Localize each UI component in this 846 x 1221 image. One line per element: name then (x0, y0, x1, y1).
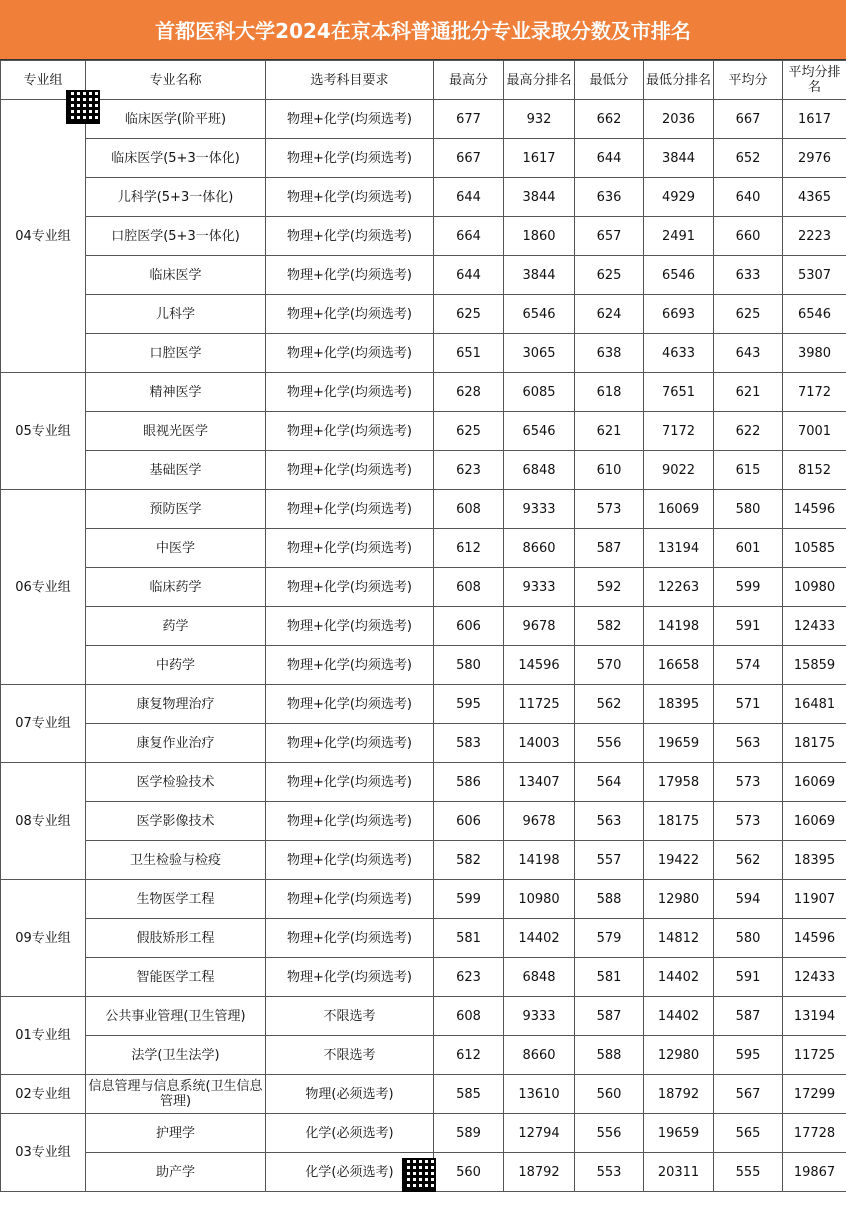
table-row (1, 685, 846, 724)
score-cell: 3844 (644, 139, 714, 178)
score-cell: 13610 (504, 1075, 575, 1114)
score-cell: 555 (714, 1153, 783, 1192)
group-cell: 09专业组 (1, 880, 86, 997)
score-cell: 10980 (504, 880, 575, 919)
major-name-cell: 儿科学(5+3一体化) (86, 178, 266, 217)
score-cell: 9333 (504, 997, 575, 1036)
score-cell: 651 (434, 334, 504, 373)
score-cell: 17728 (783, 1114, 846, 1153)
major-name-cell: 精神医学 (86, 373, 266, 412)
score-cell: 633 (714, 256, 783, 295)
table-row (1, 802, 846, 841)
score-cell: 563 (714, 724, 783, 763)
score-cell: 18792 (504, 1153, 575, 1192)
table-row (1, 373, 846, 412)
table-row (1, 334, 846, 373)
score-cell: 586 (434, 763, 504, 802)
score-cell: 562 (714, 841, 783, 880)
score-cell: 623 (434, 451, 504, 490)
table-row (1, 958, 846, 997)
score-cell: 623 (434, 958, 504, 997)
score-cell: 16069 (644, 490, 714, 529)
score-cell: 16069 (783, 763, 846, 802)
subject-requirement-cell: 不限选考 (266, 997, 434, 1036)
major-name-cell: 口腔医学 (86, 334, 266, 373)
table-row (1, 529, 846, 568)
table-row (1, 1114, 846, 1153)
score-cell: 608 (434, 997, 504, 1036)
score-cell: 621 (714, 373, 783, 412)
major-name-cell: 医学检验技术 (86, 763, 266, 802)
major-name-cell: 临床医学 (86, 256, 266, 295)
subject-requirement-cell: 物理+化学(均须选考) (266, 685, 434, 724)
score-cell: 3844 (504, 256, 575, 295)
score-cell: 567 (714, 1075, 783, 1114)
score-cell: 6546 (504, 295, 575, 334)
major-name-cell: 中药学 (86, 646, 266, 685)
column-header: 最高分 (434, 61, 504, 100)
score-cell: 640 (714, 178, 783, 217)
major-name-cell: 基础医学 (86, 451, 266, 490)
score-cell: 583 (434, 724, 504, 763)
score-cell: 580 (714, 919, 783, 958)
score-cell: 625 (714, 295, 783, 334)
score-cell: 591 (714, 607, 783, 646)
score-cell: 12263 (644, 568, 714, 607)
subject-requirement-cell: 化学(必须选考) (266, 1153, 434, 1192)
score-cell: 9333 (504, 490, 575, 529)
table-body (1, 100, 846, 1192)
column-header: 选考科目要求 (266, 61, 434, 100)
group-cell: 07专业组 (1, 685, 86, 763)
score-cell: 14402 (504, 919, 575, 958)
score-cell: 608 (434, 490, 504, 529)
score-cell: 599 (434, 880, 504, 919)
subject-requirement-cell: 物理+化学(均须选考) (266, 919, 434, 958)
score-cell: 16069 (783, 802, 846, 841)
major-name-cell: 康复物理治疗 (86, 685, 266, 724)
score-cell: 606 (434, 802, 504, 841)
group-cell: 03专业组 (1, 1114, 86, 1192)
major-name-cell: 临床医学(阶平班) (86, 100, 266, 139)
score-cell: 2223 (783, 217, 846, 256)
score-cell: 14596 (783, 490, 846, 529)
score-cell: 606 (434, 607, 504, 646)
score-cell: 12433 (783, 958, 846, 997)
score-cell: 3844 (504, 178, 575, 217)
subject-requirement-cell: 物理+化学(均须选考) (266, 451, 434, 490)
score-cell: 1860 (504, 217, 575, 256)
subject-requirement-cell: 物理+化学(均须选考) (266, 568, 434, 607)
score-cell: 18792 (644, 1075, 714, 1114)
major-name-cell: 药学 (86, 607, 266, 646)
score-cell: 19659 (644, 1114, 714, 1153)
major-name-cell: 助产学 (86, 1153, 266, 1192)
score-cell: 582 (575, 607, 644, 646)
subject-requirement-cell: 物理+化学(均须选考) (266, 646, 434, 685)
score-cell: 556 (575, 724, 644, 763)
score-cell: 580 (714, 490, 783, 529)
score-cell: 13194 (644, 529, 714, 568)
qr-code-icon (402, 1158, 436, 1192)
score-cell: 2491 (644, 217, 714, 256)
group-cell: 04专业组 (1, 100, 86, 373)
score-cell: 6546 (644, 256, 714, 295)
table-row (1, 451, 846, 490)
subject-requirement-cell: 不限选考 (266, 1036, 434, 1075)
score-cell: 16658 (644, 646, 714, 685)
score-cell: 18395 (783, 841, 846, 880)
score-cell: 14402 (644, 997, 714, 1036)
score-cell: 565 (714, 1114, 783, 1153)
subject-requirement-cell: 物理+化学(均须选考) (266, 529, 434, 568)
score-cell: 8152 (783, 451, 846, 490)
group-cell: 01专业组 (1, 997, 86, 1075)
score-cell: 18395 (644, 685, 714, 724)
major-name-cell: 智能医学工程 (86, 958, 266, 997)
score-cell: 9333 (504, 568, 575, 607)
score-cell: 644 (434, 256, 504, 295)
score-cell: 7172 (783, 373, 846, 412)
major-name-cell: 卫生检验与检疫 (86, 841, 266, 880)
table-row (1, 256, 846, 295)
score-cell: 587 (575, 529, 644, 568)
score-cell: 7651 (644, 373, 714, 412)
score-cell: 1617 (783, 100, 846, 139)
table-row (1, 412, 846, 451)
score-cell: 563 (575, 802, 644, 841)
score-cell: 599 (714, 568, 783, 607)
score-cell: 560 (434, 1153, 504, 1192)
score-cell: 580 (434, 646, 504, 685)
column-header: 最低分排名 (644, 61, 714, 100)
column-header: 平均分排名 (783, 61, 846, 100)
column-header: 专业名称 (86, 61, 266, 100)
score-cell: 618 (575, 373, 644, 412)
major-name-cell: 护理学 (86, 1114, 266, 1153)
score-cell: 625 (575, 256, 644, 295)
score-cell: 579 (575, 919, 644, 958)
score-cell: 12433 (783, 607, 846, 646)
score-cell: 6848 (504, 958, 575, 997)
column-header: 专业组 (1, 61, 86, 100)
score-cell: 628 (434, 373, 504, 412)
score-cell: 556 (575, 1114, 644, 1153)
subject-requirement-cell: 物理+化学(均须选考) (266, 373, 434, 412)
score-cell: 588 (575, 880, 644, 919)
group-cell: 02专业组 (1, 1075, 86, 1114)
score-cell: 6085 (504, 373, 575, 412)
score-cell: 571 (714, 685, 783, 724)
subject-requirement-cell: 物理+化学(均须选考) (266, 880, 434, 919)
subject-requirement-cell: 物理+化学(均须选考) (266, 295, 434, 334)
table-row (1, 217, 846, 256)
subject-requirement-cell: 物理+化学(均须选考) (266, 139, 434, 178)
score-cell: 7001 (783, 412, 846, 451)
score-cell: 11725 (783, 1036, 846, 1075)
score-cell: 5307 (783, 256, 846, 295)
score-cell: 564 (575, 763, 644, 802)
score-cell: 585 (434, 1075, 504, 1114)
table-row (1, 295, 846, 334)
score-cell: 621 (575, 412, 644, 451)
score-cell: 591 (714, 958, 783, 997)
score-cell: 652 (714, 139, 783, 178)
score-cell: 8660 (504, 529, 575, 568)
major-name-cell: 法学(卫生法学) (86, 1036, 266, 1075)
table-row (1, 100, 846, 139)
subject-requirement-cell: 物理+化学(均须选考) (266, 607, 434, 646)
score-cell: 12980 (644, 880, 714, 919)
score-cell: 581 (575, 958, 644, 997)
score-cell: 6546 (504, 412, 575, 451)
score-cell: 17299 (783, 1075, 846, 1114)
score-cell: 573 (714, 763, 783, 802)
score-cell: 19422 (644, 841, 714, 880)
major-name-cell: 假肢矫形工程 (86, 919, 266, 958)
group-cell: 08专业组 (1, 763, 86, 880)
score-cell: 677 (434, 100, 504, 139)
score-cell: 644 (434, 178, 504, 217)
score-cell: 667 (714, 100, 783, 139)
score-cell: 14812 (644, 919, 714, 958)
subject-requirement-cell: 物理+化学(均须选考) (266, 763, 434, 802)
score-cell: 589 (434, 1114, 504, 1153)
subject-requirement-cell: 物理+化学(均须选考) (266, 724, 434, 763)
score-cell: 11907 (783, 880, 846, 919)
score-cell: 587 (714, 997, 783, 1036)
score-cell: 615 (714, 451, 783, 490)
table-row (1, 841, 846, 880)
score-cell: 6848 (504, 451, 575, 490)
score-cell: 3065 (504, 334, 575, 373)
score-cell: 595 (434, 685, 504, 724)
score-cell: 660 (714, 217, 783, 256)
table-row (1, 1036, 846, 1075)
table-row (1, 178, 846, 217)
major-name-cell: 儿科学 (86, 295, 266, 334)
score-cell: 9022 (644, 451, 714, 490)
score-cell: 16481 (783, 685, 846, 724)
score-cell: 625 (434, 295, 504, 334)
score-cell: 573 (575, 490, 644, 529)
group-cell: 06专业组 (1, 490, 86, 685)
column-header: 最高分排名 (504, 61, 575, 100)
score-cell: 4365 (783, 178, 846, 217)
table-row (1, 607, 846, 646)
subject-requirement-cell: 物理(必须选考) (266, 1075, 434, 1114)
score-cell: 10585 (783, 529, 846, 568)
table-row (1, 724, 846, 763)
score-cell: 570 (575, 646, 644, 685)
score-cell: 8660 (504, 1036, 575, 1075)
score-cell: 18175 (644, 802, 714, 841)
score-cell: 4633 (644, 334, 714, 373)
score-cell: 557 (575, 841, 644, 880)
major-name-cell: 预防医学 (86, 490, 266, 529)
score-cell: 610 (575, 451, 644, 490)
score-cell: 932 (504, 100, 575, 139)
score-cell: 643 (714, 334, 783, 373)
major-name-cell: 康复作业治疗 (86, 724, 266, 763)
subject-requirement-cell: 物理+化学(均须选考) (266, 490, 434, 529)
score-cell: 12794 (504, 1114, 575, 1153)
table-row (1, 568, 846, 607)
score-cell: 612 (434, 1036, 504, 1075)
score-cell: 664 (434, 217, 504, 256)
table-header-row (1, 61, 846, 100)
column-header: 最低分 (575, 61, 644, 100)
score-cell: 562 (575, 685, 644, 724)
score-cell: 582 (434, 841, 504, 880)
subject-requirement-cell: 物理+化学(均须选考) (266, 100, 434, 139)
page-title: 首都医科大学2024在京本科普通批分专业录取分数及市排名 (0, 0, 846, 60)
subject-requirement-cell: 化学(必须选考) (266, 1114, 434, 1153)
major-name-cell: 医学影像技术 (86, 802, 266, 841)
subject-requirement-cell: 物理+化学(均须选考) (266, 412, 434, 451)
score-cell: 592 (575, 568, 644, 607)
score-cell: 4929 (644, 178, 714, 217)
score-cell: 2036 (644, 100, 714, 139)
score-cell: 11725 (504, 685, 575, 724)
major-name-cell: 信息管理与信息系统(卫生信息管理) (86, 1075, 266, 1114)
score-cell: 6693 (644, 295, 714, 334)
subject-requirement-cell: 物理+化学(均须选考) (266, 178, 434, 217)
score-cell: 622 (714, 412, 783, 451)
major-name-cell: 临床药学 (86, 568, 266, 607)
score-cell: 19659 (644, 724, 714, 763)
subject-requirement-cell: 物理+化学(均须选考) (266, 256, 434, 295)
score-cell: 657 (575, 217, 644, 256)
score-cell: 10980 (783, 568, 846, 607)
table-row (1, 919, 846, 958)
score-cell: 14596 (783, 919, 846, 958)
major-name-cell: 中医学 (86, 529, 266, 568)
score-cell: 1617 (504, 139, 575, 178)
score-cell: 625 (434, 412, 504, 451)
score-cell: 662 (575, 100, 644, 139)
score-cell: 14198 (504, 841, 575, 880)
score-cell: 14198 (644, 607, 714, 646)
major-name-cell: 眼视光医学 (86, 412, 266, 451)
score-cell: 636 (575, 178, 644, 217)
table-row (1, 880, 846, 919)
score-cell: 13407 (504, 763, 575, 802)
score-cell: 588 (575, 1036, 644, 1075)
score-cell: 638 (575, 334, 644, 373)
score-cell: 7172 (644, 412, 714, 451)
score-cell: 573 (714, 802, 783, 841)
group-cell: 05专业组 (1, 373, 86, 490)
score-cell: 560 (575, 1075, 644, 1114)
score-cell: 3980 (783, 334, 846, 373)
subject-requirement-cell: 物理+化学(均须选考) (266, 334, 434, 373)
score-cell: 644 (575, 139, 644, 178)
score-cell: 9678 (504, 607, 575, 646)
score-cell: 553 (575, 1153, 644, 1192)
score-cell: 2976 (783, 139, 846, 178)
table-row (1, 490, 846, 529)
major-name-cell: 口腔医学(5+3一体化) (86, 217, 266, 256)
score-cell: 624 (575, 295, 644, 334)
score-cell: 14402 (644, 958, 714, 997)
table-row (1, 763, 846, 802)
score-cell: 15859 (783, 646, 846, 685)
table-row (1, 1075, 846, 1114)
admission-score-table (0, 60, 846, 1192)
subject-requirement-cell: 物理+化学(均须选考) (266, 802, 434, 841)
score-cell: 612 (434, 529, 504, 568)
score-cell: 12980 (644, 1036, 714, 1075)
score-cell: 19867 (783, 1153, 846, 1192)
score-cell: 581 (434, 919, 504, 958)
score-cell: 14596 (504, 646, 575, 685)
subject-requirement-cell: 物理+化学(均须选考) (266, 958, 434, 997)
score-cell: 574 (714, 646, 783, 685)
score-cell: 6546 (783, 295, 846, 334)
major-name-cell: 生物医学工程 (86, 880, 266, 919)
score-cell: 14003 (504, 724, 575, 763)
score-cell: 667 (434, 139, 504, 178)
score-cell: 601 (714, 529, 783, 568)
score-cell: 18175 (783, 724, 846, 763)
table-row (1, 139, 846, 178)
score-cell: 20311 (644, 1153, 714, 1192)
score-cell: 608 (434, 568, 504, 607)
column-header: 平均分 (714, 61, 783, 100)
score-cell: 13194 (783, 997, 846, 1036)
table-row (1, 646, 846, 685)
qr-code-icon (66, 90, 100, 124)
major-name-cell: 公共事业管理(卫生管理) (86, 997, 266, 1036)
score-cell: 587 (575, 997, 644, 1036)
major-name-cell: 临床医学(5+3一体化) (86, 139, 266, 178)
score-cell: 9678 (504, 802, 575, 841)
subject-requirement-cell: 物理+化学(均须选考) (266, 217, 434, 256)
subject-requirement-cell: 物理+化学(均须选考) (266, 841, 434, 880)
score-cell: 594 (714, 880, 783, 919)
score-cell: 17958 (644, 763, 714, 802)
score-cell: 595 (714, 1036, 783, 1075)
table-row (1, 997, 846, 1036)
